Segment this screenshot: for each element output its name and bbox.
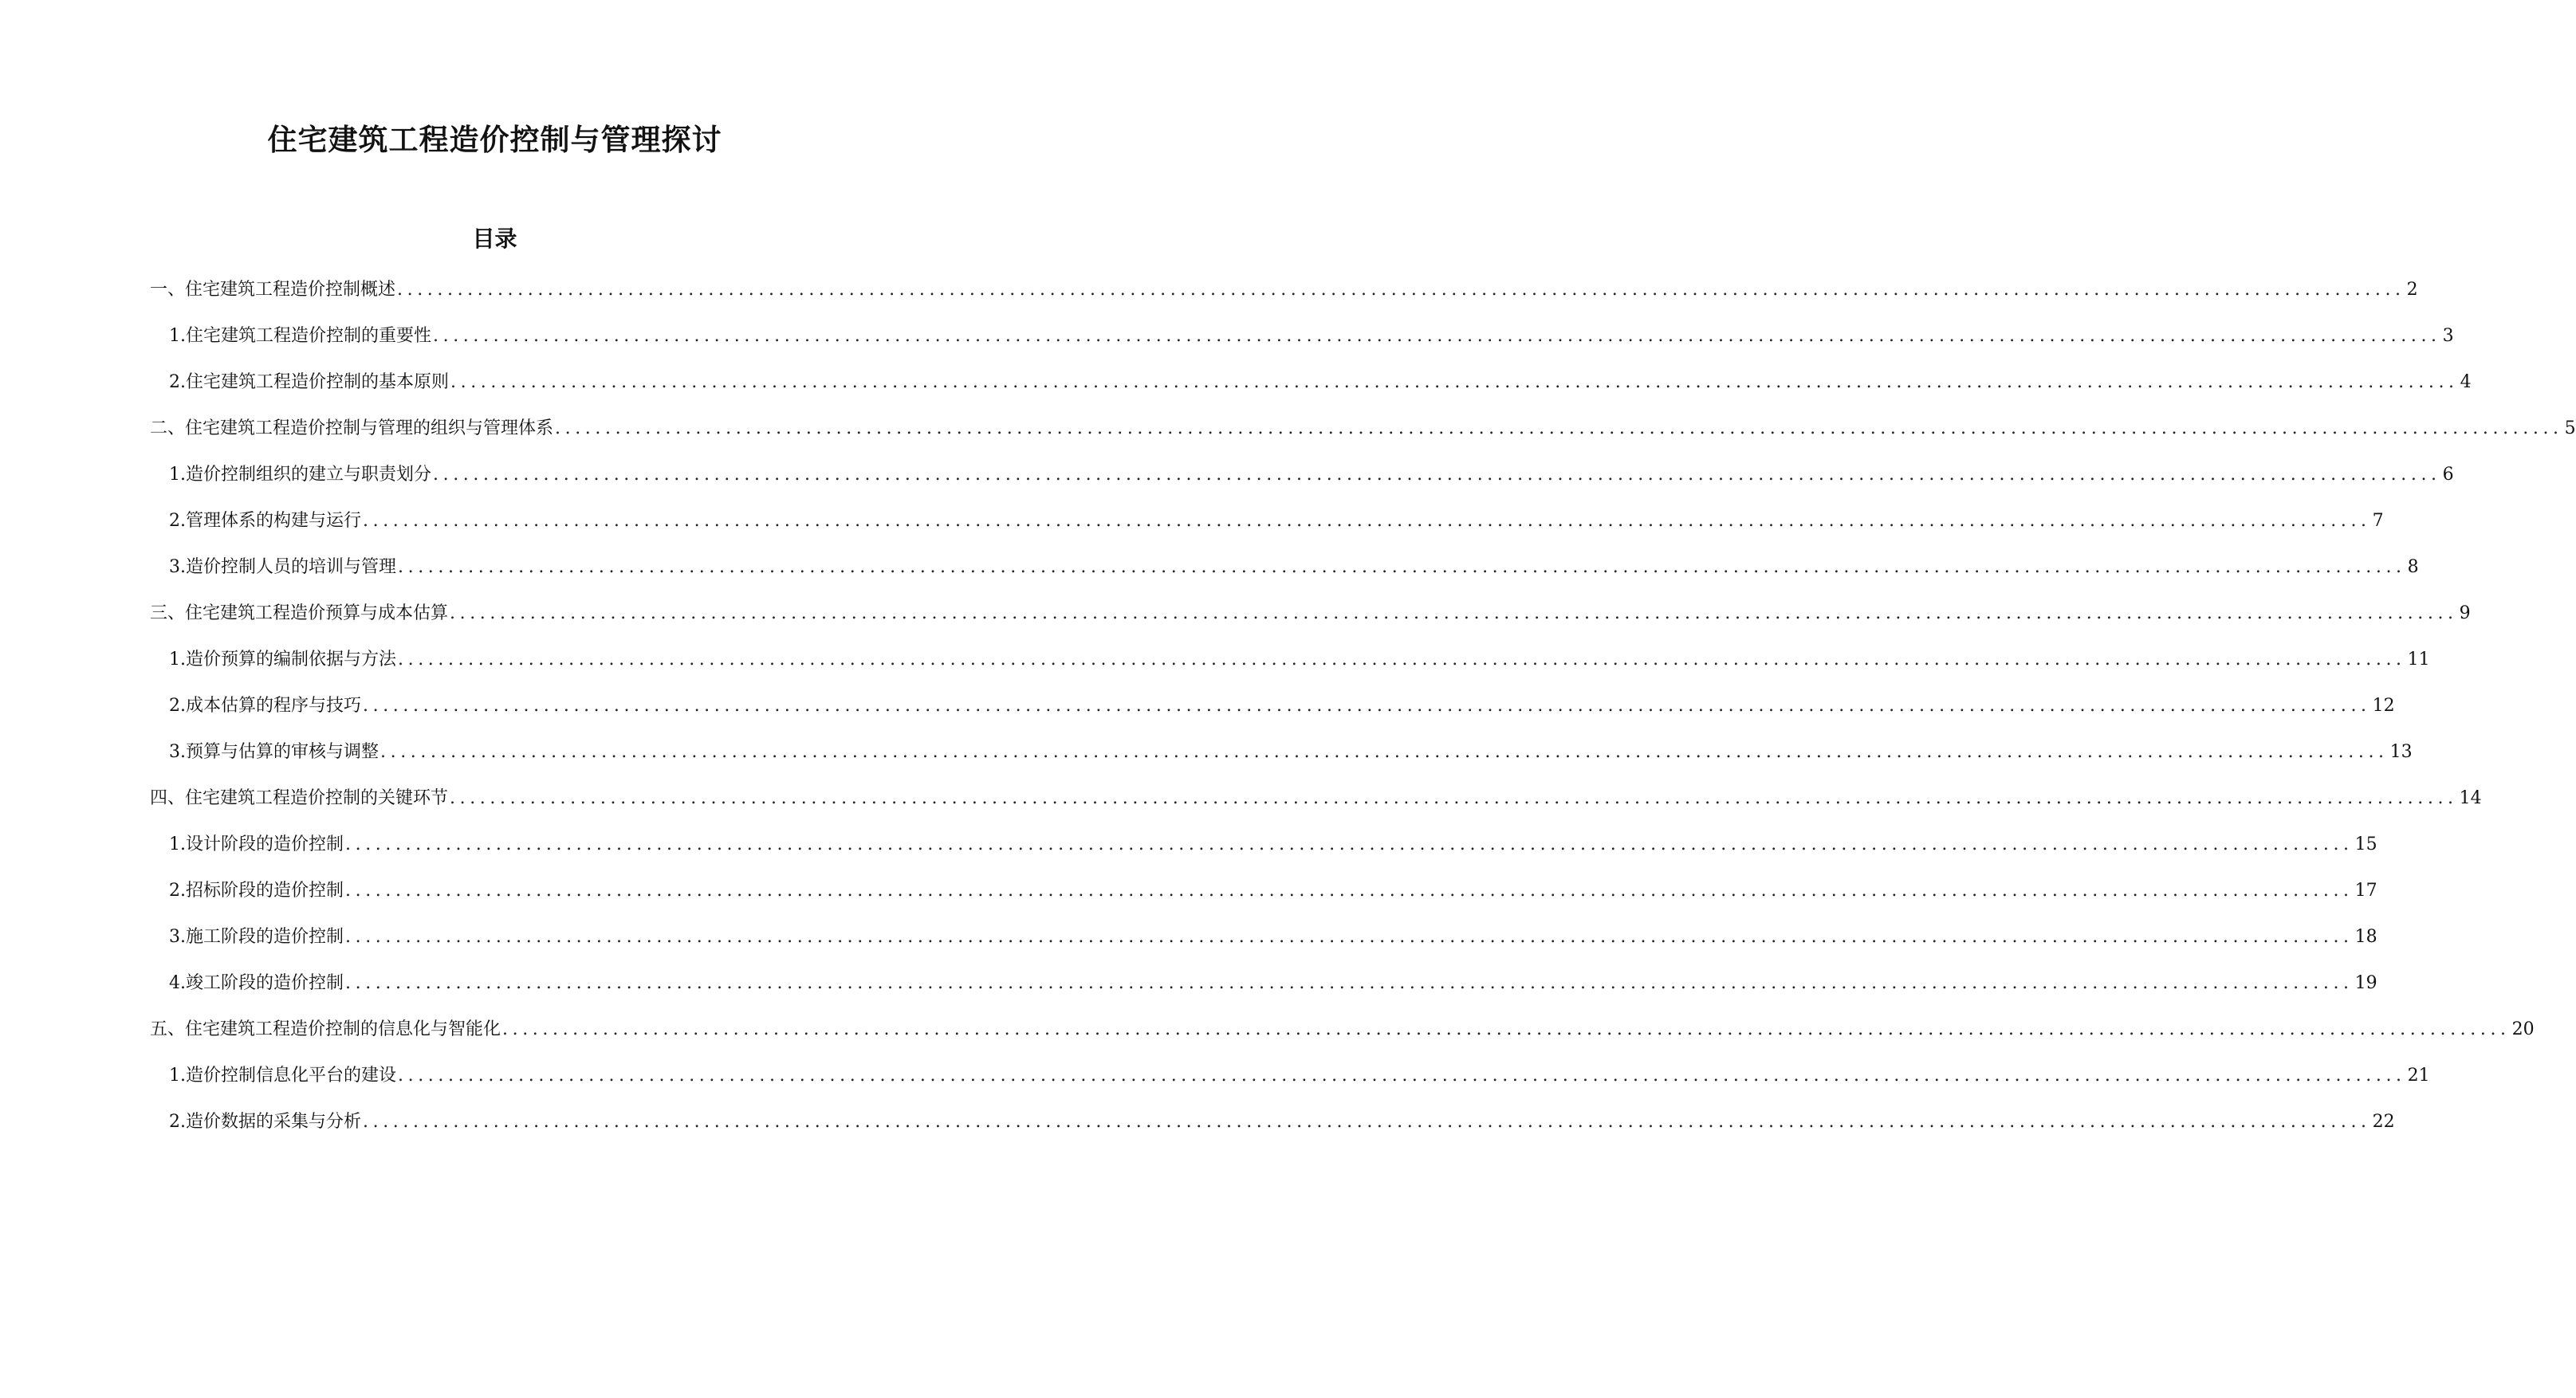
- toc-section-entry[interactable]: [150, 783, 2482, 814]
- toc-dot-leader: ........................................................................................................................................................................................................: [397, 280, 2405, 300]
- toc-page-number: 20: [2511, 1019, 2535, 1039]
- toc-section-entry[interactable]: [150, 414, 2576, 444]
- toc-entry-title: 二、住宅建筑工程造价控制与管理的组织与管理体系: [150, 418, 554, 438]
- toc-heading: 目录: [472, 226, 517, 252]
- toc-dot-leader: ........................................................................................................................................................................................................: [345, 881, 2354, 901]
- toc-dot-leader: ........................................................................................................................................................................................................: [502, 1019, 2511, 1039]
- document-title: 住宅建筑工程造价控制与管理探讨: [267, 122, 722, 157]
- toc-section-entry[interactable]: [150, 599, 2471, 629]
- toc-entry-title: 住宅建筑工程造价控制的重要性: [186, 326, 432, 346]
- toc-page-number: 8: [2407, 557, 2419, 577]
- toc-subsection-entry[interactable]: [169, 506, 2384, 536]
- toc-entry-title: 成本估算的程序与技巧: [186, 696, 362, 716]
- toc-entry-title: 一、住宅建筑工程造价控制概述: [150, 280, 396, 300]
- toc-page-number: 2: [2406, 280, 2418, 300]
- toc-page-number: 15: [2354, 834, 2377, 854]
- toc-subsection-entry[interactable]: [169, 367, 2472, 398]
- toc-page-number: 5: [2564, 418, 2576, 438]
- toc-subsection-entry[interactable]: [169, 552, 2419, 583]
- toc-entry-title: 造价预算的编制依据与方法: [186, 650, 397, 670]
- toc-dot-leader: ........................................................................................................................................................................................................: [450, 603, 2458, 623]
- toc-dot-leader: ........................................................................................................................................................................................................: [345, 927, 2354, 947]
- toc-dot-leader: ........................................................................................................................................................................................................: [363, 511, 2371, 531]
- toc-entry-number: 1.: [169, 326, 186, 346]
- toc-dot-leader: ........................................................................................................................................................................................................: [433, 326, 2441, 346]
- toc-entry-title: 招标阶段的造价控制: [186, 881, 344, 901]
- toc-entry-title: 四、住宅建筑工程造价控制的关键环节: [150, 788, 449, 808]
- toc-page-number: 21: [2407, 1066, 2430, 1086]
- toc-entry-number: 4.: [169, 973, 186, 993]
- toc-page-number: 18: [2354, 927, 2377, 947]
- toc-entry-title: 住宅建筑工程造价控制的基本原则: [186, 372, 450, 392]
- toc-entry-title: 施工阶段的造价控制: [186, 927, 344, 947]
- toc-subsection-entry[interactable]: [169, 968, 2377, 999]
- toc-dot-leader: ........................................................................................................................................................................................................: [398, 1066, 2406, 1086]
- toc-entry-number: 1.: [169, 465, 186, 485]
- toc-entry-number: 2.: [169, 1112, 186, 1132]
- toc-subsection-entry[interactable]: [169, 1061, 2430, 1091]
- toc-subsection-entry[interactable]: [169, 645, 2430, 675]
- toc-entry-number: 2.: [169, 696, 186, 716]
- toc-subsection-entry[interactable]: [169, 737, 2413, 768]
- toc-page-number: 11: [2407, 650, 2430, 670]
- toc-subsection-entry[interactable]: [169, 321, 2454, 351]
- toc-page-number: 22: [2372, 1112, 2395, 1132]
- toc-entry-number: 3.: [169, 742, 186, 762]
- toc-page-number: 12: [2372, 696, 2395, 716]
- toc-subsection-entry[interactable]: [169, 876, 2377, 906]
- toc-entry-title: 造价数据的采集与分析: [186, 1112, 362, 1132]
- toc-entry-number: 1.: [169, 650, 186, 670]
- toc-page-number: 9: [2459, 603, 2471, 623]
- toc-dot-leader: ........................................................................................................................................................................................................: [363, 696, 2371, 716]
- toc-section-entry[interactable]: [150, 1015, 2535, 1045]
- toc-dot-leader: ........................................................................................................................................................................................................: [450, 788, 2458, 808]
- toc-subsection-entry[interactable]: [169, 460, 2454, 490]
- toc-entry-number: 1.: [169, 1066, 186, 1086]
- toc-dot-leader: ........................................................................................................................................................................................................: [363, 1112, 2371, 1132]
- toc-entry-title: 五、住宅建筑工程造价控制的信息化与智能化: [150, 1019, 501, 1039]
- toc-dot-leader: ........................................................................................................................................................................................................: [398, 650, 2406, 670]
- toc-entry-number: 1.: [169, 834, 186, 854]
- toc-subsection-entry[interactable]: [169, 1107, 2395, 1137]
- toc-entry-title: 竣工阶段的造价控制: [186, 973, 344, 993]
- toc-entry-number: 3.: [169, 927, 186, 947]
- toc-page-number: 7: [2372, 511, 2384, 531]
- toc-dot-leader: ........................................................................................................................................................................................................: [345, 973, 2354, 993]
- toc-entry-number: 2.: [169, 511, 186, 531]
- toc-page-number: 14: [2459, 788, 2482, 808]
- toc-subsection-entry[interactable]: [169, 830, 2377, 860]
- toc-page-number: 4: [2460, 372, 2472, 392]
- toc-entry-number: 2.: [169, 372, 186, 392]
- toc-entry-number: 2.: [169, 881, 186, 901]
- toc-page-number: 13: [2389, 742, 2413, 762]
- toc-dot-leader: ........................................................................................................................................................................................................: [345, 834, 2354, 854]
- toc-page-number: 6: [2442, 465, 2454, 485]
- toc-subsection-entry[interactable]: [169, 922, 2377, 952]
- toc-dot-leader: ........................................................................................................................................................................................................: [450, 372, 2459, 392]
- toc-entry-title: 造价控制信息化平台的建设: [186, 1066, 397, 1086]
- toc-entry-title: 造价控制组织的建立与职责划分: [186, 465, 432, 485]
- toc-entry-title: 设计阶段的造价控制: [186, 834, 344, 854]
- toc-dot-leader: ........................................................................................................................................................................................................: [380, 742, 2389, 762]
- toc-dot-leader: ........................................................................................................................................................................................................: [555, 418, 2563, 438]
- toc-entry-number: 3.: [169, 557, 186, 577]
- toc-page-number: 17: [2354, 881, 2377, 901]
- toc-page-number: 3: [2442, 326, 2454, 346]
- toc-section-entry[interactable]: [150, 275, 2418, 305]
- toc-page-number: 19: [2354, 973, 2377, 993]
- toc-subsection-entry[interactable]: [169, 691, 2395, 721]
- toc-dot-leader: ........................................................................................................................................................................................................: [398, 557, 2406, 577]
- toc-entry-title: 造价控制人员的培训与管理: [186, 557, 397, 577]
- toc-dot-leader: ........................................................................................................................................................................................................: [433, 465, 2441, 485]
- toc-entry-title: 管理体系的构建与运行: [186, 511, 362, 531]
- toc-entry-title: 预算与估算的审核与调整: [186, 742, 380, 762]
- toc-entry-title: 三、住宅建筑工程造价预算与成本估算: [150, 603, 449, 623]
